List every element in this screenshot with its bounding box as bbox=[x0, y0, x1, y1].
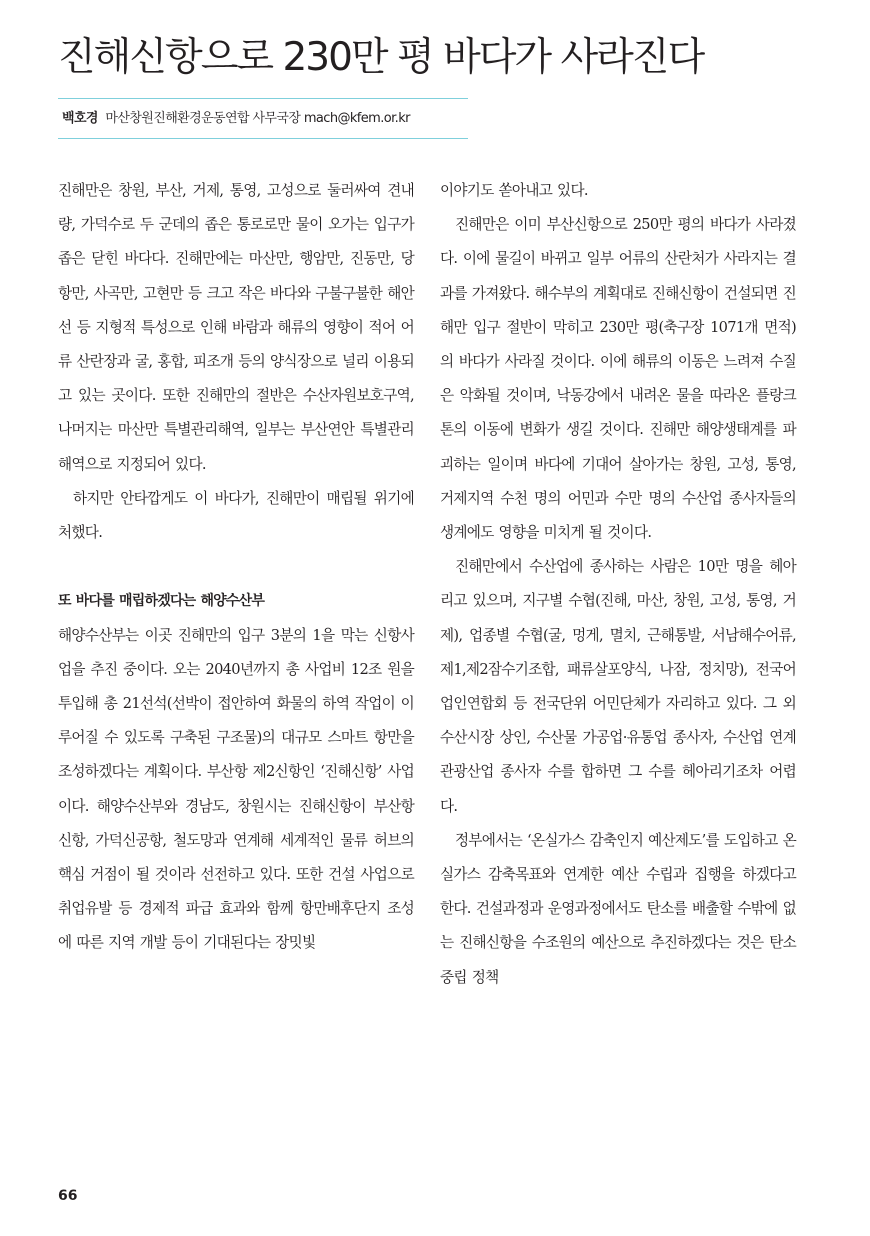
author-email: mach@kfem.or.kr bbox=[303, 111, 410, 126]
body-paragraph: 진해만에서 수산업에 종사하는 사람은 10만 명을 헤아리고 있으며, 지구별 수협(진해, 마산, 창원, 고성, 통영, 거제), 업종별 수협(굴, 멍게, 멸치, 근해통발, 서남해수어류, 제1,제2잠수기조합, 패류살포양식, 나잠, 정치망), 전국어업인연합회 등 전국단위 어민단체가 자리하고 있다. 그 외 수산시장 상인, 수산물 가공업·유통업 종사자, 수산업 연계 관광산업 종사자 수를 합하면 그 수를 헤아리기조차 어렵다. bbox=[440, 558, 796, 815]
body-paragraph: 정부에서는 ‘온실가스 감축인지 예산제도’를 도입하고 온실가스 감축목표와 연계한 예산 수립과 집행을 하겠다고 한다. 건설과정과 운영과정에서도 탄소를 배출할 수밖에 없는 진해신항을 수조원의 예산으로 추진하겠다는 것은 탄소중립 정책 bbox=[440, 831, 796, 986]
section-heading: 또 바다를 매립하겠다는 해양수산부 bbox=[58, 593, 265, 610]
body-paragraph: 하지만 안타깝게도 이 바다가, 진해만이 매립될 위기에 처했다. bbox=[58, 489, 414, 542]
body-paragraph: 진해만은 이미 부산신항으로 250만 평의 바다가 사라졌다. 이에 물길이 바뀌고 일부 어류의 산란처가 사라지는 결과를 가져왔다. 해수부의 계획대로 진해신항이 건설되면 진해만 입구 절반이 막히고 230만 평(축구장 1071개 면적)의 바다가 사라질 것이다. 이에 해류의 이동은 느려져 수질은 악화될 것이며, 낙동강에서 내려온 물을 따라온 플랑크톤의 이동에 변화가 생길 것이다. 진해만 해양생태계를 파괴하는 일이며 바다에 기대어 살아가는 창원, 고성, 통영, 거제지역 수천 명의 어민과 수만 명의 수산업 종사자들의 생계에도 영향을 미치게 될 것이다. bbox=[440, 216, 796, 542]
byline bbox=[62, 107, 472, 131]
author-affiliation: 마산창원진해환경운동연합 사무국장 bbox=[105, 111, 301, 126]
article-title: 진해신항으로 230만 평 바다가 사라진다 bbox=[58, 35, 704, 80]
body-paragraph: 해양수산부는 이곳 진해만의 입구 3분의 1을 막는 신항사업을 추진 중이다. 오는 2040년까지 총 사업비 12조 원을 투입해 총 21선석(선박이 접안하여 화물의 하역 작업이 이루어질 수 있도록 구축된 구조물)의 대규모 스마트 항만을 조성하겠다는 계획이다. 부산항 제2신항인 ‘진해신항’ 사업이다. 해양수산부와 경남도, 창원시는 진해신항이 부산항 신항, 가덕신공항, 철도망과 연계해 세계적인 물류 허브의 핵심 거점이 될 것이라 선전하고 있다. 또한 건설 사업으로 취업유발 등 경제적 파급 효과와 함께 항만배후단지 조성에 따른 지역 개발 등이 기대된다는 장밋빛 bbox=[58, 626, 414, 952]
section-spacer bbox=[58, 550, 414, 584]
text-column-right bbox=[440, 174, 796, 995]
body-paragraph: 이야기도 쏟아내고 있다. bbox=[440, 182, 588, 199]
body-paragraph: 진해만은 창원, 부산, 거제, 통영, 고성으로 둘러싸여 견내량, 가덕수로 두 군데의 좁은 통로로만 물이 오가는 입구가 좁은 닫힌 바다다. 진해만에는 마산만, 행암만, 진동만, 당항만, 사곡만, 고현만 등 크고 작은 바다와 구불구불한 해안선 등 지형적 특성으로 인해 바람과 해류의 영향이 적어 어류 산란장과 굴, 홍합, 피조개 등의 양식장으로 널리 이용되고 있는 곳이다. 또한 진해만의 절반은 수산자원보호구역, 나머지는 마산만 특별관리해역, 일부는 부산연안 특별관리해역으로 지정되어 있다. bbox=[58, 182, 414, 473]
page-number: 66 bbox=[58, 1188, 78, 1204]
title-divider-top bbox=[58, 98, 468, 99]
byline-divider-bottom bbox=[58, 138, 468, 139]
text-column-left bbox=[58, 174, 414, 961]
author-name: 백호경 bbox=[62, 111, 98, 126]
